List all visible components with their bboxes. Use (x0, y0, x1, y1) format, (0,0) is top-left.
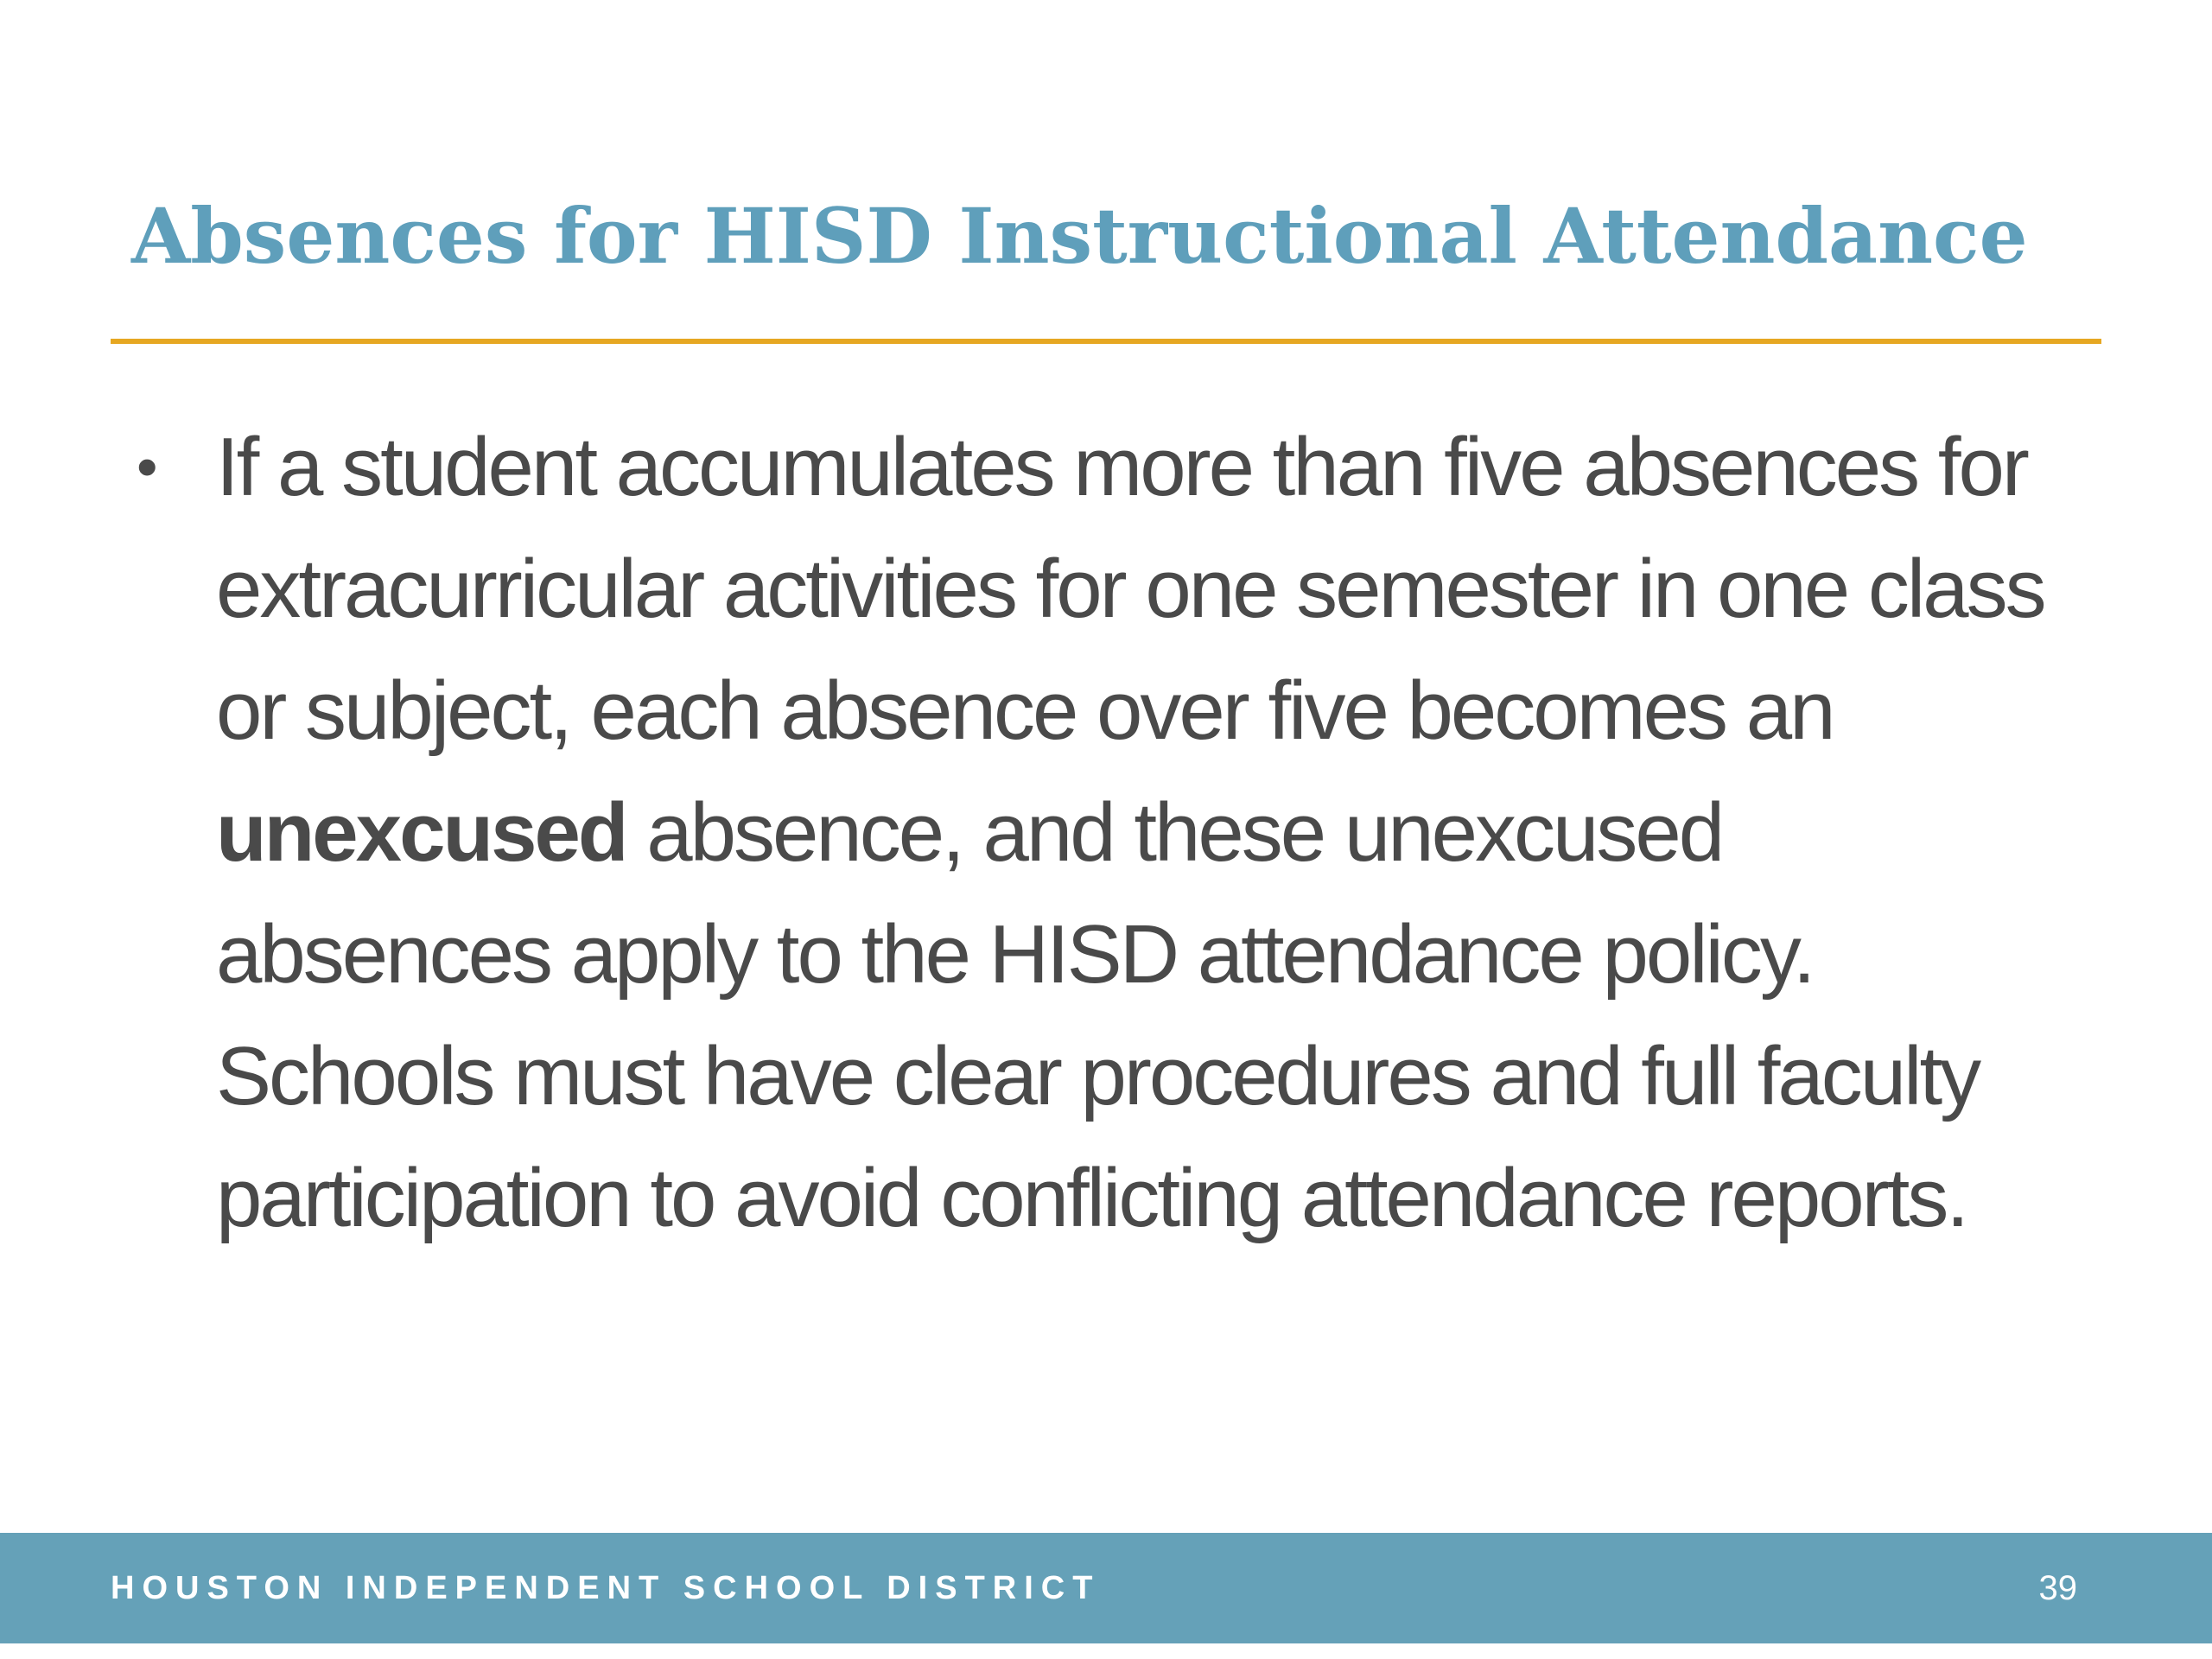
bullet-text-before: If a student accumulates more than five absences for extracurricular activities for one semester in one class or subject, each absence over five becomes an (216, 421, 2044, 757)
slide-title: Absences for HISD Instructional Attendance (131, 191, 2028, 281)
title-divider (111, 339, 2101, 344)
footer-organization: HOUSTON INDEPENDENT SCHOOL DISTRICT (111, 1570, 1101, 1606)
bullet-icon: • (137, 433, 156, 500)
page-number: 39 (2038, 1569, 2077, 1607)
bullet-text-after: absence, and these unexcused absences apply to the HISD attendance policy. Schools must have clear procedures and full faculty participation to avoid conflicting attendance reports. (216, 786, 1980, 1244)
bullet-item (130, 406, 2074, 1259)
footer-bar (0, 1533, 2212, 1643)
bullet-emphasis: unexcused (216, 786, 626, 879)
bullet-list (130, 406, 2074, 1259)
